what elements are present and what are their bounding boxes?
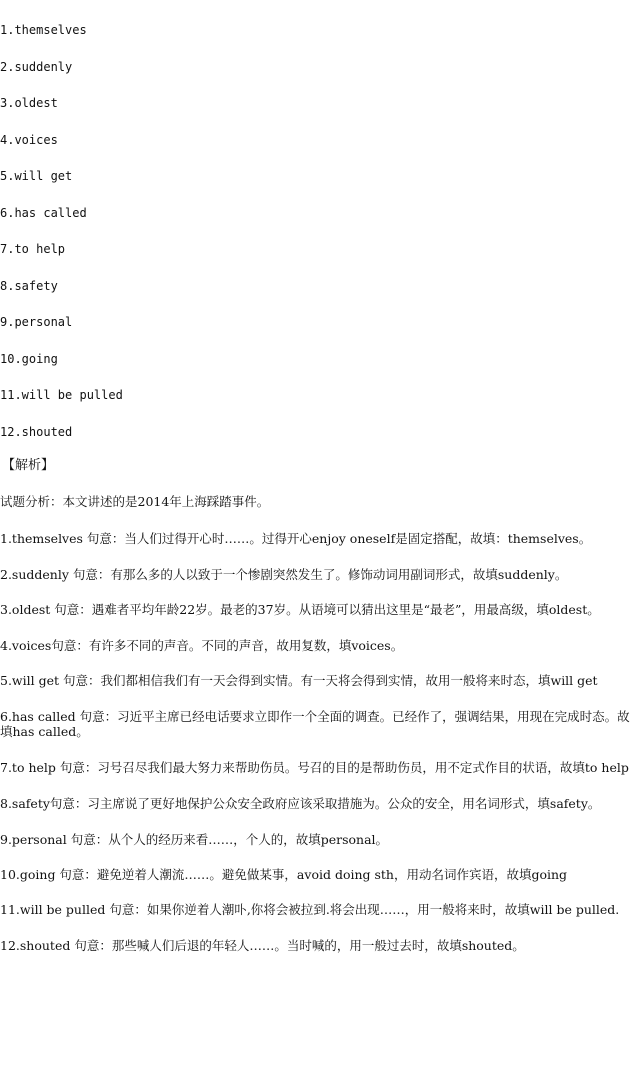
explanation-item: 4.voices句意：有许多不同的声音。不同的声音，故用复数，填voices。	[0, 638, 404, 653]
analysis-heading: 【解析】	[2, 458, 55, 473]
explanation-item: 11.will be pulled 句意：如果你逆着人潮卟,你将会被拉到.将会出现……，用一般将来时，故填will be pulled.	[0, 902, 620, 917]
explanation-item: 9.personal 句意：从个人的经历来看……，个人的，故填personal。	[0, 832, 389, 847]
answer-item: 12.shouted	[0, 424, 73, 439]
answer-item: 7.to help	[0, 242, 66, 256]
answer-item: 5.will get	[0, 169, 73, 183]
explanation-item: 2.suddenly 句意：有那么多的人以致于一个惨剧突然发生了。修饰动词用副词形式，故填suddenly。	[0, 567, 568, 582]
analysis-intro: 试题分析：本文讲述的是2014年上海踩踏事件。	[0, 494, 270, 509]
answer-item: 3.oldest	[0, 96, 58, 110]
answer-item: 4.voices	[0, 132, 58, 147]
answer-item: 10.going	[0, 351, 58, 366]
explanation-item: 6.has called 句意：习近平主席已经电话要求立即作一个全面的调查。已经作了，强调结果，用现在完成时态。故填has called。	[0, 709, 630, 739]
explanation-item: 5.will get 句意：我们都相信我们有一天会得到实情。有一天将会得到实情，故用一般将来时态，填will get	[0, 673, 598, 688]
answer-item: 11.will be pulled	[0, 388, 123, 402]
explanation-item: 10.going 句意：避免逆着人潮流……。避免做某事，avoid doing sth，用动名词作宾语，故填going	[0, 867, 568, 882]
answer-item: 2.suddenly	[0, 59, 73, 74]
explanation-item: 12.shouted 句意：那些喊人们后退的年轻人……。当时喊的，用一般过去时，故填shouted。	[0, 938, 525, 953]
explanation-list	[0, 531, 630, 973]
explanation-item: 8.safety句意：习主席说了更好地保护公众安全政府应该采取措施为。公众的安全，用名词形式，填safety。	[0, 796, 601, 811]
answer-item: 6.has called	[0, 205, 87, 220]
answer-item: 8.safety	[0, 278, 58, 293]
explanation-item: 7.to help 句意：习号召尽我们最大努力来帮助伤员。号召的目的是帮助伤员，用不定式作目的状语，故填to help	[0, 760, 629, 775]
answer-item: 1.themselves	[0, 23, 87, 37]
answer-item: 9.personal	[0, 315, 73, 329]
explanation-item: 3.oldest 句意：遇难者平均年龄22岁。最老的37岁。从语境可以猜出这里是“最老”，用最高级，填oldest。	[0, 602, 600, 617]
explanation-item: 1.themselves 句意：当人们过得开心时……。过得开心enjoy oneself是固定搭配，故填：themselves。	[0, 531, 592, 546]
answer-list	[0, 22, 630, 460]
